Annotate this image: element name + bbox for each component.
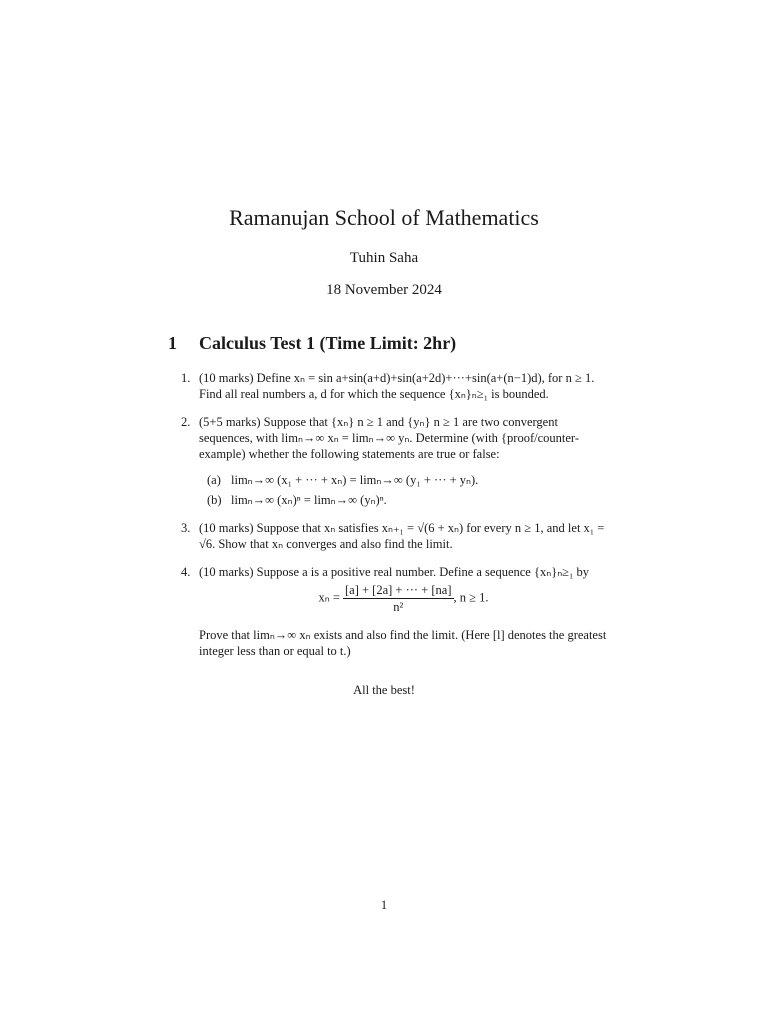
document-date: 18 November 2024 (326, 282, 442, 298)
problem-number: 3. (181, 521, 191, 535)
problem-number: 2. (181, 415, 191, 429)
problem-part-b (207, 492, 608, 508)
problem-4 (178, 564, 608, 659)
problem-text: (5+5 marks) Suppose that {xₙ} n ≥ 1 and {yₙ} n ≥ 1 are two convergent sequences, with limₙ→∞ xₙ = limₙ→∞ yₙ. Determine (with {proof/counter-example) whether the following statements are true or false: (199, 415, 579, 461)
document-author: Tuhin Saha (349, 250, 419, 266)
equation-lhs: xₙ = (318, 590, 340, 605)
section-heading (168, 333, 628, 354)
problem-text: (10 marks) Suppose a is a positive real number. Define a sequence {xₙ}ₙ≥₁ by (199, 565, 590, 579)
problem-3 (178, 520, 608, 552)
equation-numerator: [a] + [2a] + ··· + [na] (345, 583, 452, 597)
closing-remark: All the best! (353, 683, 415, 697)
equation-rhs: , n ≥ 1. (453, 590, 489, 605)
page-number: 1 (380, 898, 388, 912)
equation-fraction (343, 582, 454, 615)
problem-text: (10 marks) Define xₙ = sin a+sin(a+d)+sin(a+2d)+···+sin(a+(n−1)d), for n ≥ 1. Find all real numbers a, d for which the sequence {xₙ}ₙ≥₁ is bounded. (199, 371, 595, 401)
display-equation (199, 582, 608, 615)
problem-1 (178, 370, 608, 402)
problem-part-a (207, 472, 608, 488)
part-text: limₙ→∞ (xₙ)ⁿ = limₙ→∞ (yₙ)ⁿ. (231, 493, 387, 507)
problem-text-continued: Prove that limₙ→∞ xₙ exists and also find the limit. (Here [l] denotes the greatest integer less than or equal to t.) (199, 628, 607, 658)
part-label: (b) (207, 493, 222, 507)
problem-number: 4. (181, 565, 191, 579)
document-title: Ramanujan School of Mathematics (229, 205, 539, 230)
section-title: Calculus Test 1 (Time Limit: 2hr) (199, 333, 457, 353)
part-text: limₙ→∞ (x₁ + ··· + xₙ) = limₙ→∞ (y₁ + ··· + yₙ). (231, 473, 479, 487)
equation-denominator: n² (393, 600, 404, 614)
problem-text: (10 marks) Suppose that xₙ satisfies xₙ₊₁ = √(6 + xₙ) for every n ≥ 1, and let x₁ = √6. Show that xₙ converges and also find the limit. (199, 521, 605, 551)
section-number: 1 (168, 333, 177, 353)
part-label: (a) (207, 473, 221, 487)
problem-number: 1. (181, 371, 191, 385)
problem-2 (178, 414, 608, 508)
problem-2-parts (199, 472, 608, 508)
problem-list (178, 370, 608, 671)
